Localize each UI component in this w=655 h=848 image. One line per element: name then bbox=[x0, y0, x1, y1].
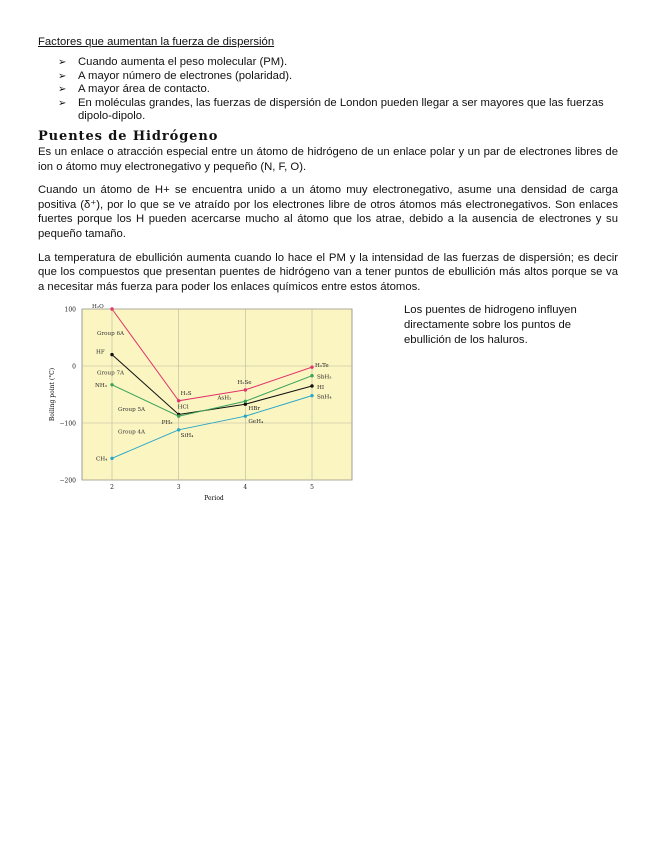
arrow-bullet-icon: ➢ bbox=[58, 84, 67, 96]
point-label: PH₃ bbox=[161, 420, 173, 427]
data-point bbox=[310, 374, 313, 377]
bullet-list bbox=[38, 56, 618, 124]
paragraph: Es un enlace o atracción especial entre un átomo de hidrógeno de un enlace polar y un par de electrones libres de ion o átomo muy electronegativo y pequeño (N, F, O). bbox=[38, 145, 618, 173]
data-point bbox=[177, 415, 180, 418]
data-point bbox=[310, 366, 313, 369]
figure bbox=[38, 303, 618, 503]
point-label: H₂Se bbox=[237, 380, 252, 387]
paragraph: Cuando un átomo de H+ se encuentra unido a un átomo muy electronegativo, asume una densidad de carga positiva (δ⁺), por lo que se ve atraído por los electrones libre de otros átomos más electronegativos. Son enlaces fuertes porque los H pueden acercarse mucho al átomo que los atrae, debido a la ausencia de electrones y su pequeño tamaño. bbox=[38, 184, 618, 240]
data-point bbox=[110, 308, 113, 311]
x-tick-label: 5 bbox=[310, 484, 314, 492]
point-label: SbH₃ bbox=[317, 375, 332, 382]
x-axis-label: Period bbox=[204, 495, 224, 503]
data-point bbox=[110, 457, 113, 460]
point-label: H₂O bbox=[92, 304, 104, 311]
series-name-label: Group 6A bbox=[97, 331, 125, 338]
data-point bbox=[310, 394, 313, 397]
data-point bbox=[310, 385, 313, 388]
point-label: H₂Te bbox=[315, 363, 329, 370]
x-tick-label: 2 bbox=[110, 484, 114, 492]
data-point bbox=[244, 400, 247, 403]
boiling-point-chart bbox=[38, 303, 358, 503]
point-label: HBr bbox=[248, 406, 261, 413]
arrow-bullet-icon: ➢ bbox=[58, 57, 67, 68]
data-point bbox=[110, 383, 113, 386]
x-tick-label: 3 bbox=[176, 484, 181, 492]
point-label: H₂S bbox=[180, 391, 192, 398]
arrow-bullet-icon: ➢ bbox=[58, 97, 67, 109]
side-note: Los puentes de hidrogeno influyen directamente sobre los puntos de ebullición de los haluros. bbox=[404, 304, 577, 346]
point-label: HCl bbox=[177, 404, 189, 411]
list-item: ➢ A mayor número de electrones (polaridad). bbox=[58, 69, 293, 82]
data-point bbox=[244, 389, 247, 392]
point-label: HI bbox=[317, 385, 325, 392]
y-tick-label: 0 bbox=[72, 363, 76, 371]
point-label: SnH₄ bbox=[317, 394, 332, 401]
series-name-label: Group 7A bbox=[97, 370, 125, 377]
paragraph: La temperatura de ebullición aumenta cuando lo hace el PM y la intensidad de las fuerzas de dispersión; es decir que los compuestos que presentan puentes de hidrógeno van a tener puntos de ebullición más altos porque se va a necesitar más fuerza para poder los enlaces químicos entre estos átomos. bbox=[38, 251, 618, 293]
list-item: ➢ Cuando aumenta el peso molecular (PM). bbox=[58, 56, 288, 68]
list-item: ➢ A mayor área de contacto. bbox=[58, 83, 210, 96]
y-axis-label: Boiling point (°C) bbox=[49, 368, 56, 422]
y-tick-label: 100 bbox=[64, 306, 76, 314]
arrow-bullet-icon: ➢ bbox=[58, 70, 67, 82]
list-item: ➢ En moléculas grandes, las fuerzas de dispersión de London pueden llegar a ser mayores que las fuerzas dipolo-dipolo. bbox=[58, 96, 604, 123]
point-label: SiH₄ bbox=[180, 433, 194, 440]
point-label: AsH₃ bbox=[217, 395, 232, 402]
series-name-label: Group 4A bbox=[118, 429, 146, 436]
heading: Puentes de Hidrógeno bbox=[38, 128, 219, 144]
point-label: HF bbox=[96, 349, 105, 356]
point-label: CH₄ bbox=[96, 456, 108, 463]
data-point bbox=[177, 399, 180, 402]
section-title: Factores que aumentan la fuerza de dispersión bbox=[38, 36, 275, 48]
series-name-label: Group 5A bbox=[118, 407, 146, 414]
y-tick-label: −200 bbox=[59, 477, 76, 485]
y-tick-label: −100 bbox=[59, 420, 76, 428]
x-tick-label: 4 bbox=[243, 484, 248, 492]
data-point bbox=[244, 415, 247, 418]
point-label: NH₃ bbox=[95, 383, 108, 390]
data-point bbox=[177, 428, 180, 431]
point-label: GeH₄ bbox=[248, 419, 264, 426]
document-page bbox=[38, 36, 618, 503]
data-point bbox=[110, 353, 113, 356]
